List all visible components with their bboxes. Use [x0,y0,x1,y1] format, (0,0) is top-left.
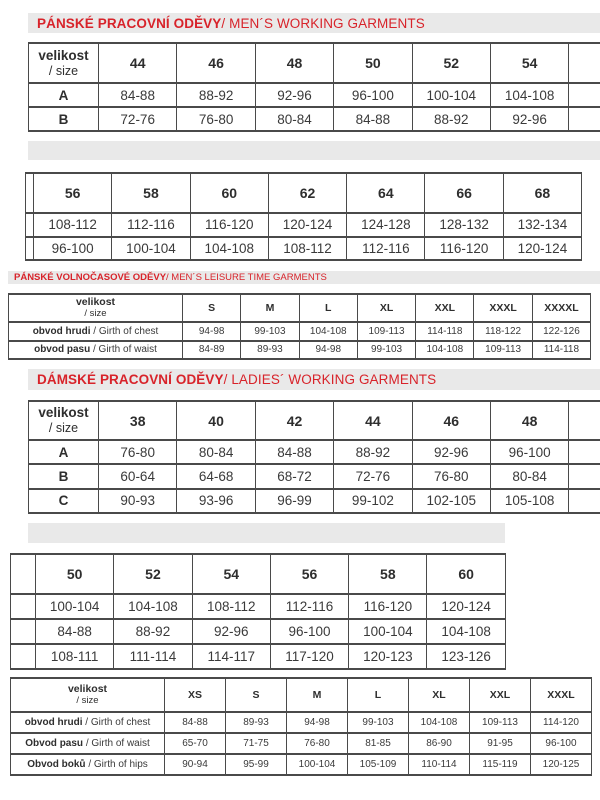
row-label-english: / Girth of waist [90,344,157,356]
size-value-cell: 99-103 [357,341,415,360]
size-data-row [11,754,592,775]
size-value-cell: 108-111 [36,644,114,669]
size-data-row [11,712,592,733]
ladies-letter-sizes-table-wrap [10,677,595,778]
size-column-header: M [241,294,299,322]
size-column-header: XXL [416,294,474,322]
size-value-cell: 108-112 [192,594,270,619]
ladies-working-table-sizes-38-48 [28,400,600,518]
size-column-header: 60 [190,173,268,213]
size-value-cell: 96-100 [531,733,592,754]
size-data-row [11,644,506,669]
size-value-cell: 94-98 [299,341,357,360]
size-value-cell: 80-84 [490,464,568,488]
size-value-cell: 104-108 [190,237,268,261]
size-value-cell: 120-125 [531,754,592,775]
size-column-header: 56 [34,173,112,213]
size-value-cell: 94-98 [183,322,241,341]
size-value-cell: 71-75 [226,733,287,754]
size-value-cell: 99-102 [334,489,412,513]
size-label-line1: velikost [38,405,89,421]
size-value-cell: 94-98 [287,712,348,733]
size-value-cell: 104-108 [114,594,192,619]
size-value-cell: 92-96 [490,107,568,131]
size-label-line1: velikost [75,296,116,309]
cut-column-cell [26,213,34,237]
size-column-header: 40 [177,401,255,440]
size-column-header: 68 [503,173,581,213]
size-value-cell: 112-116 [270,594,348,619]
size-label-line2: / size [84,308,107,320]
size-value-cell: 84-88 [255,440,333,464]
section-title-english: / LADIES´ WORKING GARMENTS [223,372,437,387]
size-value-cell: 120-124 [503,237,581,261]
size-value-cell: 84-88 [36,619,114,644]
size-label-header [29,43,99,83]
size-value-cell: 104-108 [409,712,470,733]
size-data-row [29,83,600,107]
size-value-cell: 120-124 [427,594,505,619]
size-column-header: M [287,678,348,712]
size-value-cell: 128-132 [425,213,503,237]
size-column-header: S [226,678,287,712]
size-value-cell: 92-96 [412,440,490,464]
size-column-header: 56 [270,554,348,594]
size-value-cell: 100-104 [287,754,348,775]
cut-column-cell [569,440,600,464]
size-value-cell: 105-109 [348,754,409,775]
size-value-cell: 122-126 [532,322,590,341]
section-divider-band [28,141,600,160]
section-title-czech: DÁMSKÉ PRACOVNÍ ODĚVY [37,372,224,387]
size-value-cell: 105-108 [490,489,568,513]
row-label-cell [11,754,165,775]
size-column-header: XXXL [531,678,592,712]
size-column-header: 38 [99,401,177,440]
row-label-cell: B [29,464,99,488]
size-column-header: 44 [99,43,177,83]
size-column-header: 66 [425,173,503,213]
section-title-english: / MEN´S LEISURE TIME GARMENTS [166,272,327,283]
size-column-header: XXL [470,678,531,712]
cut-column-cell [569,489,600,513]
size-value-cell: 96-100 [490,440,568,464]
size-data-row [26,237,582,261]
size-value-cell: 116-120 [190,213,268,237]
size-column-header: 58 [112,173,190,213]
row-label-cell [9,341,183,360]
size-value-cell: 96-100 [34,237,112,261]
cut-column-cell [569,107,600,131]
size-value-cell: 76-80 [287,733,348,754]
size-value-cell: 89-93 [241,341,299,360]
size-value-cell: 88-92 [114,619,192,644]
size-value-cell: 120-123 [349,644,427,669]
cut-column-cell [26,173,34,213]
size-value-cell: 123-126 [427,644,505,669]
size-value-cell: 96-99 [255,489,333,513]
section-title-ladies-working [28,369,600,390]
size-value-cell: 100-104 [36,594,114,619]
size-value-cell: 100-104 [412,83,490,107]
size-value-cell: 109-113 [357,322,415,341]
size-value-cell: 76-80 [177,107,255,131]
size-value-cell: 110-114 [409,754,470,775]
ladies-working-sizes-table [28,400,600,514]
row-label-english: / Girth of hips [85,759,148,770]
size-header-row [26,173,582,213]
cut-column-cell [11,594,36,619]
size-column-header: 46 [177,43,255,83]
size-value-cell: 91-95 [470,733,531,754]
size-column-header: XXXXL [532,294,590,322]
cut-column-cell [11,644,36,669]
size-data-row [29,107,600,131]
section-title-mens-leisure [8,271,600,284]
size-value-cell: 88-92 [412,107,490,131]
size-value-cell: 72-76 [99,107,177,131]
size-value-cell: 84-88 [165,712,226,733]
size-header-row [11,678,592,712]
size-column-header: 42 [255,401,333,440]
size-label-line1: velikost [38,47,89,63]
size-header-row [11,554,506,594]
row-label-cell [9,322,183,341]
cut-column-cell [11,554,36,594]
row-label-cell: A [29,440,99,464]
row-label-english: / Girth of waist [83,738,150,749]
size-column-header: 52 [114,554,192,594]
size-value-cell: 95-99 [226,754,287,775]
size-column-header: 54 [192,554,270,594]
ladies-letter-sizes-table [10,677,592,776]
size-column-header: 54 [490,43,568,83]
row-label-cell [11,733,165,754]
size-value-cell: 108-112 [268,237,346,261]
row-label-cell: A [29,83,99,107]
size-value-cell: 104-108 [490,83,568,107]
size-value-cell: 80-84 [177,440,255,464]
size-column-header: 60 [427,554,505,594]
size-value-cell: 120-124 [268,213,346,237]
cut-column-cell [569,464,600,488]
size-value-cell: 68-72 [255,464,333,488]
size-value-cell: 112-116 [347,237,425,261]
size-value-cell: 76-80 [412,464,490,488]
size-value-cell: 64-68 [177,464,255,488]
mens-leisure-table [8,293,594,363]
section-title-mens-working [28,13,600,33]
size-column-header: XXXL [474,294,532,322]
size-value-cell: 111-114 [114,644,192,669]
mens-working-table-sizes-44-54 [28,42,600,137]
row-label-cell [11,712,165,733]
ladies-working-table-sizes-50-60 [10,553,510,673]
size-data-row [29,464,600,488]
row-label-english: / Girth of chest [82,717,151,728]
size-value-cell: 132-134 [503,213,581,237]
size-value-cell: 124-128 [347,213,425,237]
size-column-header: 50 [36,554,114,594]
row-label-czech: obvod hrudi [24,717,83,728]
size-value-cell: 92-96 [255,83,333,107]
row-label-czech: Obvod boků [27,759,86,770]
section-divider-band [28,523,505,543]
size-value-cell: 92-96 [192,619,270,644]
mens-working-sizes-continuation-table [25,172,582,261]
size-value-cell: 100-104 [112,237,190,261]
size-value-cell: 104-108 [427,619,505,644]
size-data-row [9,341,591,360]
size-value-cell: 88-92 [177,83,255,107]
size-value-cell: 76-80 [99,440,177,464]
size-value-cell: 84-88 [334,107,412,131]
size-value-cell: 114-118 [532,341,590,360]
size-column-header: XS [165,678,226,712]
size-column-header: 52 [412,43,490,83]
size-column-header: 44 [334,401,412,440]
size-value-cell: 109-113 [470,712,531,733]
cut-column-cell [11,619,36,644]
size-data-row [11,733,592,754]
size-column-header: 62 [268,173,346,213]
size-value-cell: 89-93 [226,712,287,733]
size-value-cell: 117-120 [270,644,348,669]
size-value-cell: 108-112 [34,213,112,237]
size-column-header: 50 [334,43,412,83]
size-column-header: 48 [255,43,333,83]
size-value-cell: 100-104 [349,619,427,644]
size-data-row [29,440,600,464]
mens-leisure-sizes-table [8,293,591,360]
size-label-line1: velikost [67,683,108,696]
size-header-row [9,294,591,322]
size-value-cell: 90-93 [99,489,177,513]
cut-column-cell [569,401,600,440]
row-label-cell: B [29,107,99,131]
size-label-line2: / size [48,421,79,436]
size-value-cell: 116-120 [349,594,427,619]
ladies-working-sizes-continuation-table [10,553,506,670]
size-data-row [11,619,506,644]
row-label-czech: Obvod pasu [25,738,84,749]
size-value-cell: 114-118 [416,322,474,341]
size-value-cell: 118-122 [474,322,532,341]
size-value-cell: 84-88 [99,83,177,107]
size-value-cell: 99-103 [241,322,299,341]
size-label-header [11,678,165,712]
row-label-cell: C [29,489,99,513]
size-value-cell: 112-116 [112,213,190,237]
size-value-cell: 96-100 [270,619,348,644]
size-column-header: XL [409,678,470,712]
size-column-header: 64 [347,173,425,213]
size-value-cell: 86-90 [409,733,470,754]
cut-column-cell [569,83,600,107]
size-header-row [29,401,600,440]
size-label-header [29,401,99,440]
section-title-czech: PÁNSKÉ PRACOVNÍ ODĚVY [37,15,222,31]
size-value-cell: 99-103 [348,712,409,733]
size-value-cell: 114-120 [531,712,592,733]
size-column-header: 46 [412,401,490,440]
section-title-czech: PÁNSKÉ VOLNOČASOVÉ ODĚVY [14,272,167,283]
size-value-cell: 115-119 [470,754,531,775]
size-label-header [9,294,183,322]
size-data-row [26,213,582,237]
size-label-line2: / size [48,63,79,78]
size-data-row [11,594,506,619]
size-column-header: XL [357,294,415,322]
size-data-row [9,322,591,341]
size-value-cell: 93-96 [177,489,255,513]
size-data-row [29,489,600,513]
size-column-header: L [348,678,409,712]
mens-working-table-sizes-56-68 [25,172,585,264]
cut-column-cell [26,237,34,261]
row-label-czech: obvod pasu [34,344,91,356]
mens-working-sizes-table [28,42,600,132]
size-value-cell: 102-105 [412,489,490,513]
size-value-cell: 80-84 [255,107,333,131]
size-value-cell: 81-85 [348,733,409,754]
size-value-cell: 60-64 [99,464,177,488]
row-label-czech: obvod hrudi [32,325,91,337]
cut-column-cell [569,43,600,83]
size-value-cell: 114-117 [192,644,270,669]
size-value-cell: 72-76 [334,464,412,488]
size-value-cell: 116-120 [425,237,503,261]
size-column-header: S [183,294,241,322]
size-column-header: L [299,294,357,322]
size-value-cell: 84-89 [183,341,241,360]
size-value-cell: 90-94 [165,754,226,775]
row-label-english: / Girth of chest [90,325,159,337]
size-value-cell: 88-92 [334,440,412,464]
size-label-line2: / size [76,695,99,707]
size-value-cell: 65-70 [165,733,226,754]
size-column-header: 58 [349,554,427,594]
size-value-cell: 96-100 [334,83,412,107]
size-value-cell: 104-108 [299,322,357,341]
size-value-cell: 109-113 [474,341,532,360]
size-value-cell: 104-108 [416,341,474,360]
size-header-row [29,43,600,83]
size-column-header: 48 [490,401,568,440]
section-title-english: / MEN´S WORKING GARMENTS [221,15,425,31]
